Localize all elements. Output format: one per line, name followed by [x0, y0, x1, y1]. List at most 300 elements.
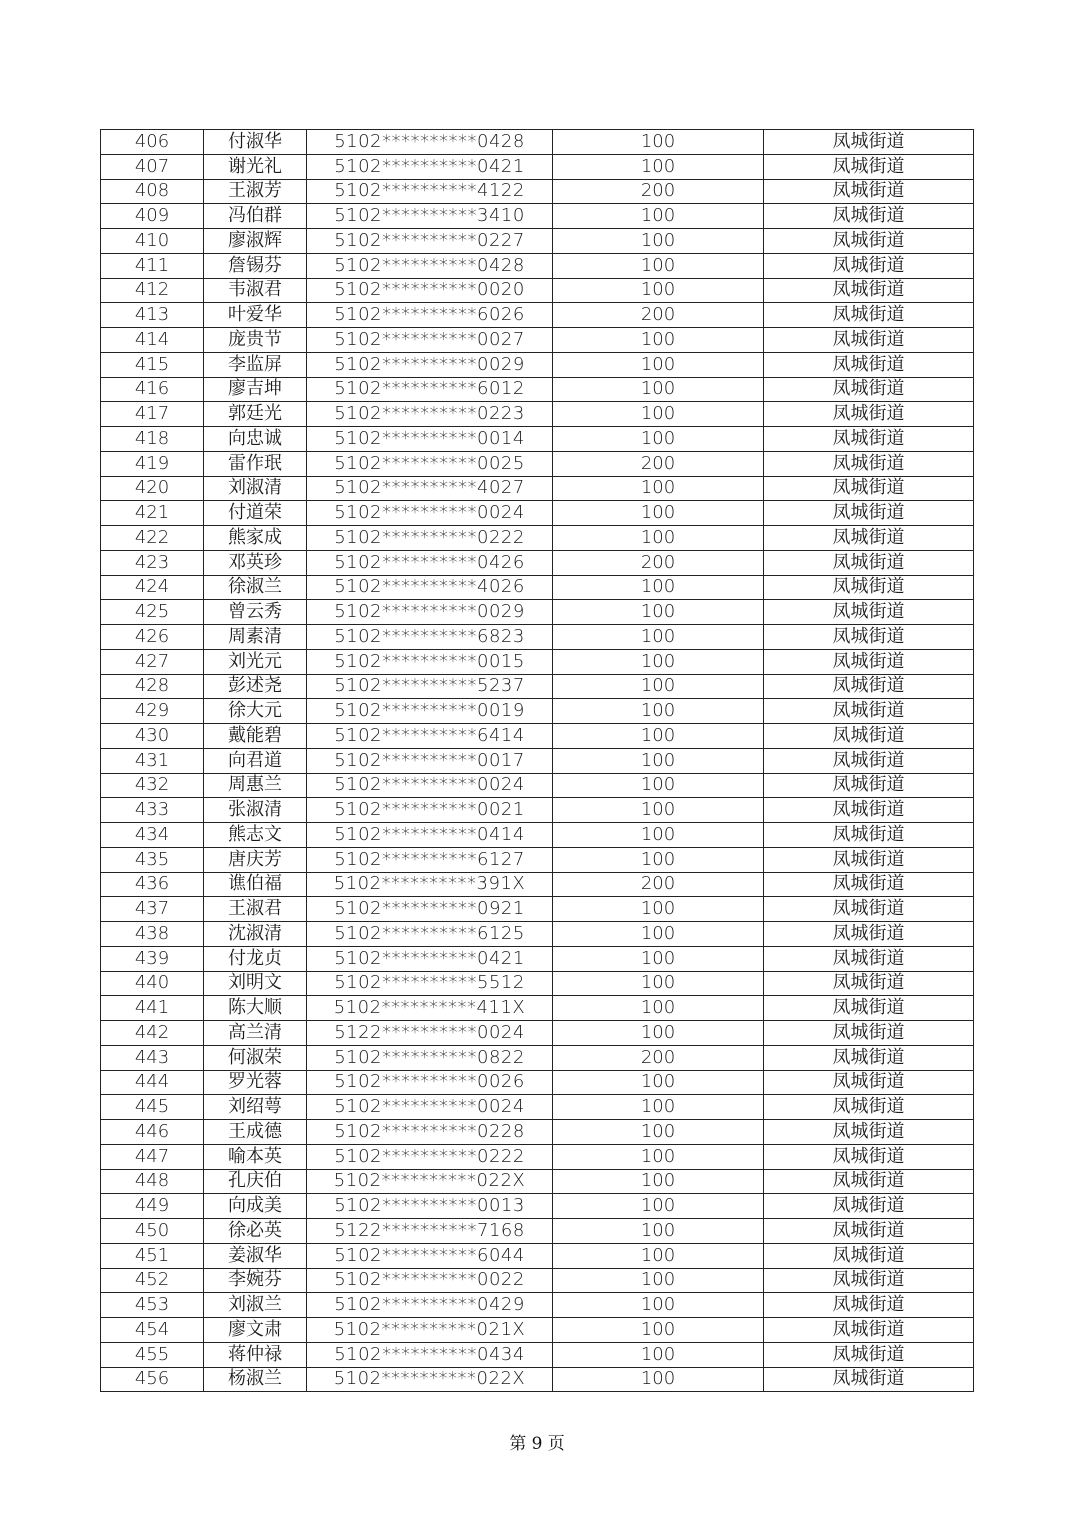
- amount-cell: 100: [553, 377, 764, 402]
- name-cell: 谢光礼: [204, 154, 307, 179]
- table-row: [101, 1120, 974, 1145]
- name-cell: 熊志文: [204, 823, 307, 848]
- serial-number-cell: 433: [101, 798, 204, 823]
- table-row: [101, 377, 974, 402]
- address-cell: 凤城街道: [764, 625, 974, 650]
- table-row: [101, 996, 974, 1021]
- roster-table-body: [101, 130, 974, 1392]
- address-cell: 凤城街道: [764, 674, 974, 699]
- serial-number-cell: 419: [101, 451, 204, 476]
- serial-number-cell: 409: [101, 204, 204, 229]
- address-cell: 凤城街道: [764, 427, 974, 452]
- name-cell: 彭述尧: [204, 674, 307, 699]
- name-cell: 王淑君: [204, 897, 307, 922]
- id-number-cell: 5102**********0434: [307, 1342, 553, 1367]
- serial-number-cell: 455: [101, 1342, 204, 1367]
- name-cell: 喻本英: [204, 1144, 307, 1169]
- amount-cell: 100: [553, 204, 764, 229]
- name-cell: 王成德: [204, 1120, 307, 1145]
- name-cell: 廖吉坤: [204, 377, 307, 402]
- name-cell: 詹锡芬: [204, 253, 307, 278]
- id-number-cell: 5102**********021X: [307, 1318, 553, 1343]
- id-number-cell: 5102**********0022: [307, 1268, 553, 1293]
- name-cell: 李监屏: [204, 352, 307, 377]
- address-cell: 凤城街道: [764, 798, 974, 823]
- table-row: [101, 130, 974, 155]
- address-cell: 凤城街道: [764, 1243, 974, 1268]
- serial-number-cell: 416: [101, 377, 204, 402]
- table-row: [101, 1293, 974, 1318]
- address-cell: 凤城街道: [764, 352, 974, 377]
- serial-number-cell: 422: [101, 526, 204, 551]
- address-cell: 凤城街道: [764, 897, 974, 922]
- name-cell: 付道荣: [204, 501, 307, 526]
- address-cell: 凤城街道: [764, 476, 974, 501]
- name-cell: 向成美: [204, 1194, 307, 1219]
- table-row: [101, 451, 974, 476]
- serial-number-cell: 427: [101, 649, 204, 674]
- amount-cell: 200: [553, 179, 764, 204]
- id-number-cell: 5102**********5237: [307, 674, 553, 699]
- name-cell: 姜淑华: [204, 1243, 307, 1268]
- serial-number-cell: 413: [101, 303, 204, 328]
- serial-number-cell: 424: [101, 575, 204, 600]
- name-cell: 郭廷光: [204, 402, 307, 427]
- address-cell: 凤城街道: [764, 1194, 974, 1219]
- amount-cell: 100: [553, 1342, 764, 1367]
- table-row: [101, 600, 974, 625]
- name-cell: 唐庆芳: [204, 847, 307, 872]
- table-row: [101, 1070, 974, 1095]
- serial-number-cell: 447: [101, 1144, 204, 1169]
- table-row: [101, 1095, 974, 1120]
- table-row: [101, 897, 974, 922]
- address-cell: 凤城街道: [764, 229, 974, 254]
- id-number-cell: 5102**********0027: [307, 328, 553, 353]
- serial-number-cell: 453: [101, 1293, 204, 1318]
- id-number-cell: 5102**********4027: [307, 476, 553, 501]
- id-number-cell: 5102**********0227: [307, 229, 553, 254]
- amount-cell: 100: [553, 600, 764, 625]
- name-cell: 刘光元: [204, 649, 307, 674]
- address-cell: 凤城街道: [764, 823, 974, 848]
- name-cell: 刘淑清: [204, 476, 307, 501]
- amount-cell: 100: [553, 823, 764, 848]
- id-number-cell: 5102**********0029: [307, 600, 553, 625]
- address-cell: 凤城街道: [764, 1144, 974, 1169]
- amount-cell: 100: [553, 154, 764, 179]
- serial-number-cell: 421: [101, 501, 204, 526]
- name-cell: 庞贵节: [204, 328, 307, 353]
- name-cell: 刘绍萼: [204, 1095, 307, 1120]
- serial-number-cell: 418: [101, 427, 204, 452]
- name-cell: 雷作珉: [204, 451, 307, 476]
- amount-cell: 200: [553, 303, 764, 328]
- name-cell: 罗光蓉: [204, 1070, 307, 1095]
- id-number-cell: 5102**********0025: [307, 451, 553, 476]
- amount-cell: 100: [553, 229, 764, 254]
- name-cell: 廖淑辉: [204, 229, 307, 254]
- table-row: [101, 1194, 974, 1219]
- table-row: [101, 1318, 974, 1343]
- amount-cell: 100: [553, 402, 764, 427]
- table-row: [101, 724, 974, 749]
- table-row: [101, 476, 974, 501]
- table-row: [101, 1342, 974, 1367]
- id-number-cell: 5102**********0921: [307, 897, 553, 922]
- name-cell: 韦淑君: [204, 278, 307, 303]
- id-number-cell: 5102**********022X: [307, 1169, 553, 1194]
- amount-cell: 100: [553, 699, 764, 724]
- address-cell: 凤城街道: [764, 575, 974, 600]
- id-number-cell: 5102**********411X: [307, 996, 553, 1021]
- table-row: [101, 1367, 974, 1392]
- id-number-cell: 5102**********0414: [307, 823, 553, 848]
- table-row: [101, 773, 974, 798]
- name-cell: 付龙贞: [204, 946, 307, 971]
- table-row: [101, 748, 974, 773]
- serial-number-cell: 435: [101, 847, 204, 872]
- id-number-cell: 5102**********0024: [307, 1095, 553, 1120]
- serial-number-cell: 420: [101, 476, 204, 501]
- address-cell: 凤城街道: [764, 1219, 974, 1244]
- name-cell: 刘明文: [204, 971, 307, 996]
- serial-number-cell: 440: [101, 971, 204, 996]
- id-number-cell: 5102**********0429: [307, 1293, 553, 1318]
- name-cell: 向君道: [204, 748, 307, 773]
- id-number-cell: 5102**********0017: [307, 748, 553, 773]
- amount-cell: 100: [553, 427, 764, 452]
- id-number-cell: 5102**********6414: [307, 724, 553, 749]
- name-cell: 刘淑兰: [204, 1293, 307, 1318]
- name-cell: 徐大元: [204, 699, 307, 724]
- serial-number-cell: 414: [101, 328, 204, 353]
- serial-number-cell: 407: [101, 154, 204, 179]
- name-cell: 冯伯群: [204, 204, 307, 229]
- amount-cell: 100: [553, 748, 764, 773]
- name-cell: 蒋仲禄: [204, 1342, 307, 1367]
- amount-cell: 100: [553, 1268, 764, 1293]
- serial-number-cell: 442: [101, 1021, 204, 1046]
- name-cell: 徐必英: [204, 1219, 307, 1244]
- amount-cell: 100: [553, 996, 764, 1021]
- address-cell: 凤城街道: [764, 971, 974, 996]
- address-cell: 凤城街道: [764, 204, 974, 229]
- id-number-cell: 5102**********0020: [307, 278, 553, 303]
- address-cell: 凤城街道: [764, 278, 974, 303]
- table-row: [101, 1045, 974, 1070]
- id-number-cell: 5102**********0024: [307, 773, 553, 798]
- name-cell: 徐淑兰: [204, 575, 307, 600]
- id-number-cell: 5102**********4026: [307, 575, 553, 600]
- amount-cell: 100: [553, 971, 764, 996]
- id-number-cell: 5102**********6044: [307, 1243, 553, 1268]
- id-number-cell: 5102**********5512: [307, 971, 553, 996]
- amount-cell: 100: [553, 501, 764, 526]
- name-cell: 李婉芬: [204, 1268, 307, 1293]
- id-number-cell: 5102**********0029: [307, 352, 553, 377]
- address-cell: 凤城街道: [764, 130, 974, 155]
- serial-number-cell: 441: [101, 996, 204, 1021]
- name-cell: 廖文肃: [204, 1318, 307, 1343]
- table-row: [101, 303, 974, 328]
- address-cell: 凤城街道: [764, 1095, 974, 1120]
- table-row: [101, 674, 974, 699]
- name-cell: 沈淑清: [204, 922, 307, 947]
- id-number-cell: 5102**********022X: [307, 1367, 553, 1392]
- address-cell: 凤城街道: [764, 1169, 974, 1194]
- address-cell: 凤城街道: [764, 154, 974, 179]
- serial-number-cell: 436: [101, 872, 204, 897]
- name-cell: 陈大顺: [204, 996, 307, 1021]
- id-number-cell: 5102**********0223: [307, 402, 553, 427]
- name-cell: 高兰清: [204, 1021, 307, 1046]
- serial-number-cell: 432: [101, 773, 204, 798]
- serial-number-cell: 406: [101, 130, 204, 155]
- id-number-cell: 5102**********0013: [307, 1194, 553, 1219]
- table-row: [101, 922, 974, 947]
- amount-cell: 100: [553, 575, 764, 600]
- serial-number-cell: 415: [101, 352, 204, 377]
- table-row: [101, 179, 974, 204]
- address-cell: 凤城街道: [764, 179, 974, 204]
- serial-number-cell: 428: [101, 674, 204, 699]
- address-cell: 凤城街道: [764, 1070, 974, 1095]
- address-cell: 凤城街道: [764, 724, 974, 749]
- amount-cell: 100: [553, 649, 764, 674]
- id-number-cell: 5102**********0428: [307, 130, 553, 155]
- serial-number-cell: 452: [101, 1268, 204, 1293]
- table-row: [101, 1243, 974, 1268]
- id-number-cell: 5102**********6127: [307, 847, 553, 872]
- address-cell: 凤城街道: [764, 1045, 974, 1070]
- serial-number-cell: 438: [101, 922, 204, 947]
- id-number-cell: 5102**********0228: [307, 1120, 553, 1145]
- table-row: [101, 872, 974, 897]
- address-cell: 凤城街道: [764, 1318, 974, 1343]
- serial-number-cell: 448: [101, 1169, 204, 1194]
- amount-cell: 100: [553, 674, 764, 699]
- amount-cell: 200: [553, 550, 764, 575]
- amount-cell: 100: [553, 1144, 764, 1169]
- id-number-cell: 5102**********0026: [307, 1070, 553, 1095]
- table-row: [101, 847, 974, 872]
- table-row: [101, 823, 974, 848]
- amount-cell: 100: [553, 1070, 764, 1095]
- serial-number-cell: 445: [101, 1095, 204, 1120]
- table-row: [101, 253, 974, 278]
- amount-cell: 100: [553, 328, 764, 353]
- name-cell: 向忠诚: [204, 427, 307, 452]
- amount-cell: 100: [553, 1095, 764, 1120]
- id-number-cell: 5102**********6125: [307, 922, 553, 947]
- table-row: [101, 971, 974, 996]
- amount-cell: 100: [553, 1243, 764, 1268]
- name-cell: 杨淑兰: [204, 1367, 307, 1392]
- address-cell: 凤城街道: [764, 922, 974, 947]
- name-cell: 孔庆伯: [204, 1169, 307, 1194]
- serial-number-cell: 454: [101, 1318, 204, 1343]
- table-row: [101, 1169, 974, 1194]
- table-row: [101, 328, 974, 353]
- table-row: [101, 946, 974, 971]
- amount-cell: 200: [553, 451, 764, 476]
- amount-cell: 100: [553, 897, 764, 922]
- serial-number-cell: 429: [101, 699, 204, 724]
- amount-cell: 100: [553, 1318, 764, 1343]
- name-cell: 张淑清: [204, 798, 307, 823]
- address-cell: 凤城街道: [764, 996, 974, 1021]
- name-cell: 付淑华: [204, 130, 307, 155]
- amount-cell: 100: [553, 724, 764, 749]
- serial-number-cell: 423: [101, 550, 204, 575]
- serial-number-cell: 417: [101, 402, 204, 427]
- id-number-cell: 5102**********0822: [307, 1045, 553, 1070]
- table-row: [101, 402, 974, 427]
- table-row: [101, 1219, 974, 1244]
- amount-cell: 100: [553, 922, 764, 947]
- address-cell: 凤城街道: [764, 946, 974, 971]
- id-number-cell: 5122**********0024: [307, 1021, 553, 1046]
- table-row: [101, 1268, 974, 1293]
- serial-number-cell: 456: [101, 1367, 204, 1392]
- amount-cell: 100: [553, 352, 764, 377]
- amount-cell: 100: [553, 1367, 764, 1392]
- name-cell: 周素清: [204, 625, 307, 650]
- amount-cell: 100: [553, 1194, 764, 1219]
- table-row: [101, 550, 974, 575]
- id-number-cell: 5102**********4122: [307, 179, 553, 204]
- address-cell: 凤城街道: [764, 1293, 974, 1318]
- serial-number-cell: 426: [101, 625, 204, 650]
- address-cell: 凤城街道: [764, 1342, 974, 1367]
- table-row: [101, 649, 974, 674]
- address-cell: 凤城街道: [764, 550, 974, 575]
- serial-number-cell: 443: [101, 1045, 204, 1070]
- amount-cell: 100: [553, 278, 764, 303]
- table-row: [101, 526, 974, 551]
- table-row: [101, 278, 974, 303]
- table-row: [101, 204, 974, 229]
- id-number-cell: 5102**********391X: [307, 872, 553, 897]
- serial-number-cell: 411: [101, 253, 204, 278]
- table-row: [101, 575, 974, 600]
- table-row: [101, 625, 974, 650]
- id-number-cell: 5102**********6823: [307, 625, 553, 650]
- table-row: [101, 798, 974, 823]
- amount-cell: 100: [553, 253, 764, 278]
- id-number-cell: 5102**********0421: [307, 154, 553, 179]
- amount-cell: 200: [553, 1045, 764, 1070]
- address-cell: 凤城街道: [764, 328, 974, 353]
- serial-number-cell: 439: [101, 946, 204, 971]
- address-cell: 凤城街道: [764, 253, 974, 278]
- table-row: [101, 427, 974, 452]
- address-cell: 凤城街道: [764, 748, 974, 773]
- address-cell: 凤城街道: [764, 1120, 974, 1145]
- serial-number-cell: 446: [101, 1120, 204, 1145]
- amount-cell: 100: [553, 847, 764, 872]
- address-cell: 凤城街道: [764, 526, 974, 551]
- address-cell: 凤城街道: [764, 303, 974, 328]
- amount-cell: 100: [553, 526, 764, 551]
- amount-cell: 100: [553, 773, 764, 798]
- id-number-cell: 5102**********3410: [307, 204, 553, 229]
- address-cell: 凤城街道: [764, 501, 974, 526]
- address-cell: 凤城街道: [764, 649, 974, 674]
- id-number-cell: 5102**********0421: [307, 946, 553, 971]
- serial-number-cell: 437: [101, 897, 204, 922]
- serial-number-cell: 451: [101, 1243, 204, 1268]
- name-cell: 叶爱华: [204, 303, 307, 328]
- name-cell: 熊家成: [204, 526, 307, 551]
- id-number-cell: 5102**********0428: [307, 253, 553, 278]
- table-row: [101, 229, 974, 254]
- id-number-cell: 5102**********0021: [307, 798, 553, 823]
- amount-cell: 100: [553, 946, 764, 971]
- address-cell: 凤城街道: [764, 1367, 974, 1392]
- name-cell: 邓英珍: [204, 550, 307, 575]
- page-number: 第 9 页: [509, 1434, 565, 1454]
- address-cell: 凤城街道: [764, 451, 974, 476]
- address-cell: 凤城街道: [764, 872, 974, 897]
- id-number-cell: 5102**********6012: [307, 377, 553, 402]
- name-cell: 曾云秀: [204, 600, 307, 625]
- serial-number-cell: 450: [101, 1219, 204, 1244]
- serial-number-cell: 410: [101, 229, 204, 254]
- address-cell: 凤城街道: [764, 847, 974, 872]
- amount-cell: 100: [553, 1293, 764, 1318]
- amount-cell: 100: [553, 1021, 764, 1046]
- serial-number-cell: 408: [101, 179, 204, 204]
- amount-cell: 100: [553, 1120, 764, 1145]
- serial-number-cell: 444: [101, 1070, 204, 1095]
- address-cell: 凤城街道: [764, 1021, 974, 1046]
- amount-cell: 100: [553, 476, 764, 501]
- id-number-cell: 5102**********0015: [307, 649, 553, 674]
- table-row: [101, 154, 974, 179]
- amount-cell: 100: [553, 625, 764, 650]
- serial-number-cell: 430: [101, 724, 204, 749]
- amount-cell: 200: [553, 872, 764, 897]
- roster-table: [100, 129, 974, 1392]
- address-cell: 凤城街道: [764, 600, 974, 625]
- amount-cell: 100: [553, 1219, 764, 1244]
- id-number-cell: 5102**********0024: [307, 501, 553, 526]
- name-cell: 谯伯福: [204, 872, 307, 897]
- address-cell: 凤城街道: [764, 1268, 974, 1293]
- serial-number-cell: 425: [101, 600, 204, 625]
- table-row: [101, 1021, 974, 1046]
- serial-number-cell: 431: [101, 748, 204, 773]
- id-number-cell: 5102**********0426: [307, 550, 553, 575]
- serial-number-cell: 412: [101, 278, 204, 303]
- amount-cell: 100: [553, 130, 764, 155]
- name-cell: 王淑芳: [204, 179, 307, 204]
- id-number-cell: 5102**********6026: [307, 303, 553, 328]
- id-number-cell: 5102**********0222: [307, 1144, 553, 1169]
- id-number-cell: 5122**********7168: [307, 1219, 553, 1244]
- table-row: [101, 501, 974, 526]
- address-cell: 凤城街道: [764, 699, 974, 724]
- serial-number-cell: 449: [101, 1194, 204, 1219]
- id-number-cell: 5102**********0014: [307, 427, 553, 452]
- address-cell: 凤城街道: [764, 402, 974, 427]
- table-row: [101, 352, 974, 377]
- address-cell: 凤城街道: [764, 377, 974, 402]
- table-row: [101, 1144, 974, 1169]
- serial-number-cell: 434: [101, 823, 204, 848]
